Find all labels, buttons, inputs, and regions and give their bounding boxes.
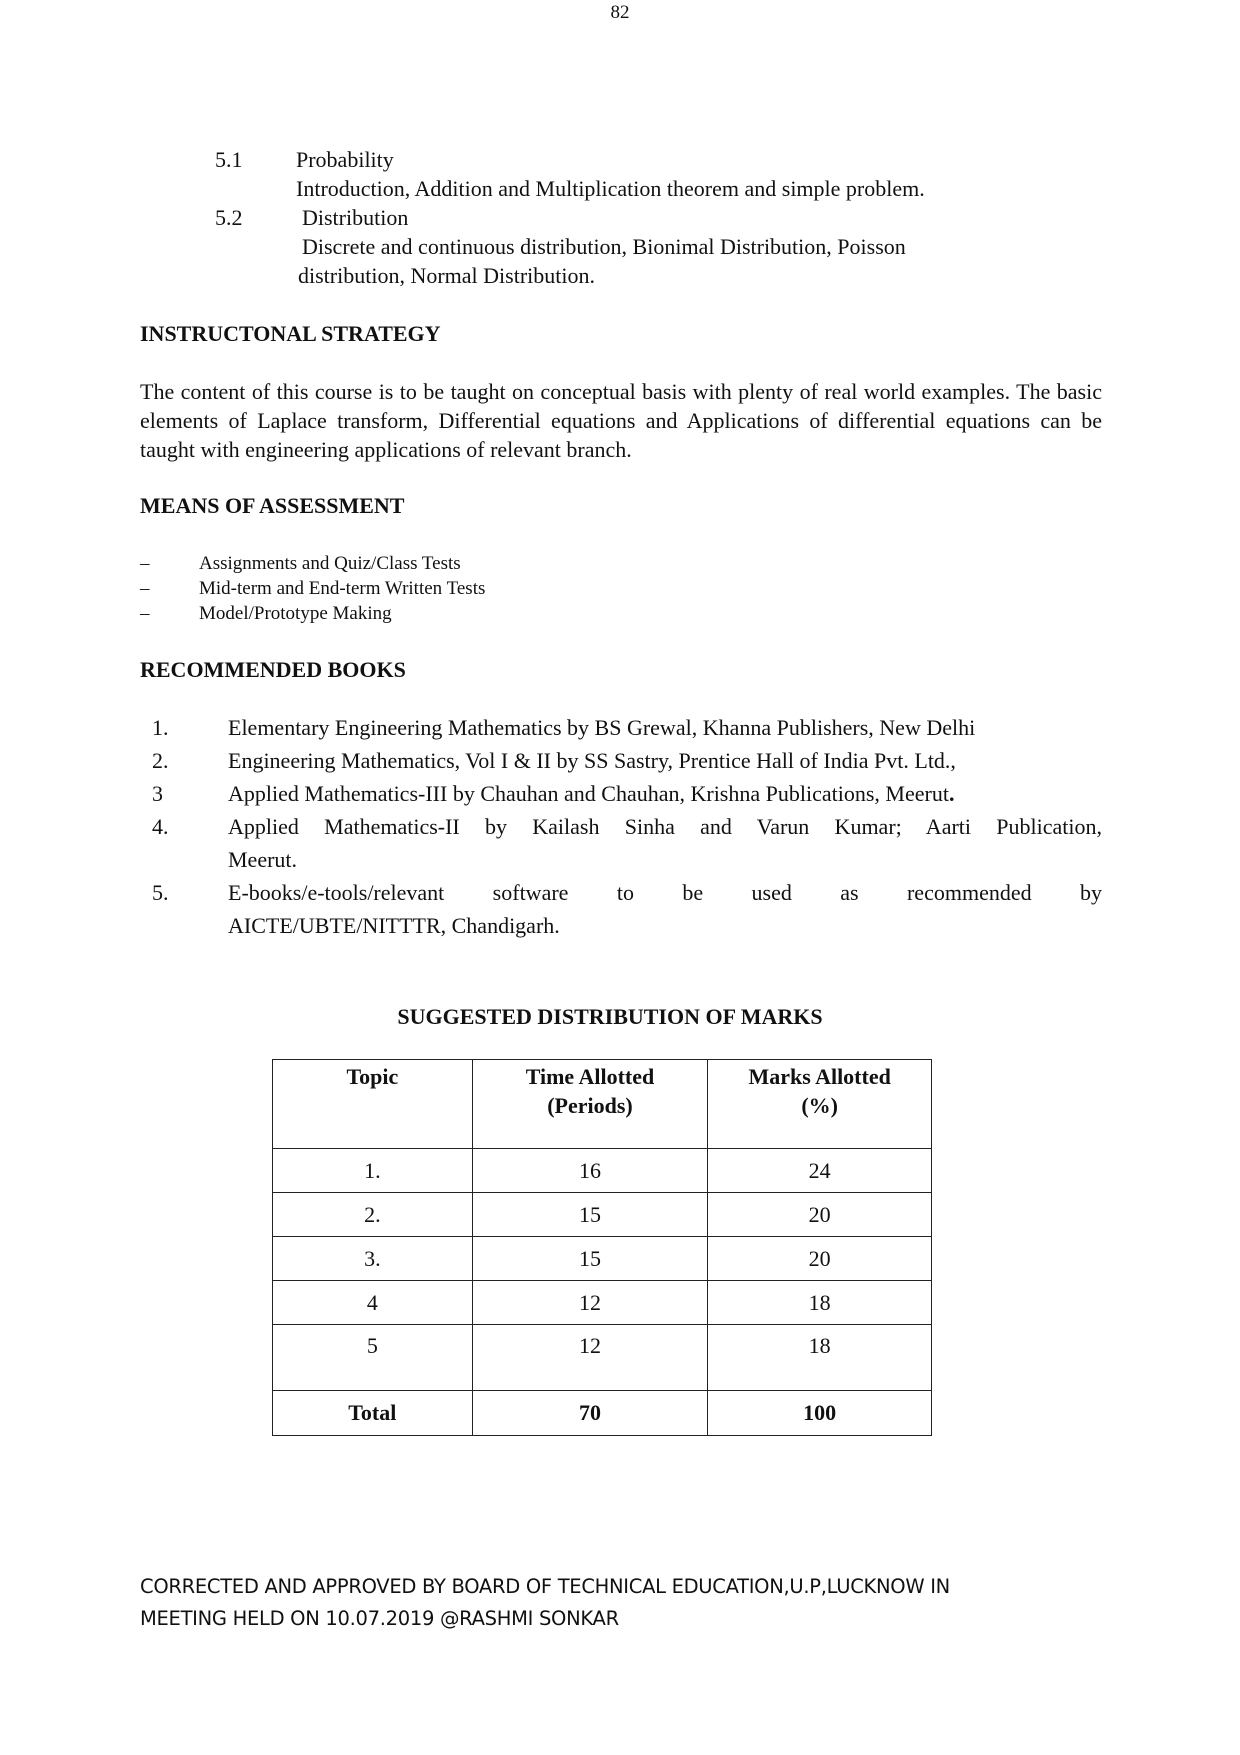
assessment-item: Model/Prototype Making <box>199 603 392 624</box>
list-item <box>152 777 1102 810</box>
cell-periods: 16 <box>472 1149 708 1193</box>
cell-total-marks: 100 <box>708 1391 932 1436</box>
book-text-period: . <box>948 781 955 806</box>
book-text: Applied Mathematics-III by Chauhan and Chauhan, Krishna Publications, Meerut <box>228 781 949 806</box>
header-marks-allotted: Marks Allotted (%) <box>708 1060 932 1149</box>
bullet-dash: – <box>140 578 150 599</box>
book-text-line: AICTE/UBTE/NITTTR, Chandigarh. <box>228 913 560 938</box>
cell-periods: 15 <box>472 1193 708 1237</box>
book-text-container <box>228 876 1102 942</box>
cell-periods: 15 <box>472 1237 708 1281</box>
list-item <box>140 551 485 576</box>
book-number: 3 <box>152 781 163 806</box>
marks-table-title: SUGGESTED DISTRIBUTION OF MARKS <box>397 1004 823 1029</box>
list-item <box>152 711 1102 744</box>
table-header-row <box>273 1060 932 1149</box>
book-number: 4. <box>152 814 169 839</box>
page-number: 82 <box>610 2 630 23</box>
book-text-container <box>228 777 1102 810</box>
table-row <box>273 1149 932 1193</box>
section-number: 5.1 <box>215 147 243 172</box>
cell-topic: 1. <box>273 1149 473 1193</box>
table-row <box>273 1193 932 1237</box>
table-total-row <box>273 1391 932 1436</box>
list-item <box>152 876 1102 942</box>
list-item <box>140 576 485 601</box>
cell-topic: 2. <box>273 1193 473 1237</box>
cell-topic: 5 <box>273 1325 473 1391</box>
book-text-line: Applied Mathematics-II by Kailash Sinha and Varun Kumar; Aarti Publication, <box>228 814 1102 839</box>
instructional-strategy-heading: INSTRUCTONAL STRATEGY <box>140 321 441 346</box>
cell-topic: 4 <box>273 1281 473 1325</box>
cell-topic: 3. <box>273 1237 473 1281</box>
cell-marks: 18 <box>708 1281 932 1325</box>
cell-periods: 12 <box>472 1281 708 1325</box>
book-number: 1. <box>152 715 169 740</box>
instructional-strategy-text: The content of this course is to be taught on conceptual basis with plenty of real world examples. The basic elements of Laplace transform, Differential equations and Applications of differential equations can be taught with engineering applications of relevant branch. <box>140 379 1102 462</box>
table-row <box>273 1237 932 1281</box>
books-list <box>152 711 1102 942</box>
list-item <box>152 810 1102 876</box>
table-row <box>273 1281 932 1325</box>
book-text: Elementary Engineering Mathematics by BS Grewal, Khanna Publishers, New Delhi <box>228 715 976 740</box>
assessment-item: Mid-term and End-term Written Tests <box>199 578 486 599</box>
assessment-item: Assignments and Quiz/Class Tests <box>199 553 461 574</box>
book-number: 2. <box>152 748 169 773</box>
section-description: Introduction, Addition and Multiplication theorem and simple problem. <box>296 176 925 201</box>
table-row <box>273 1325 932 1391</box>
assessment-list <box>140 551 485 626</box>
bullet-dash: – <box>140 553 150 574</box>
cell-periods: 12 <box>472 1325 708 1391</box>
book-text: Engineering Mathematics, Vol I & II by SS Sastry, Prentice Hall of India Pvt. Ltd., <box>228 748 956 773</box>
cell-marks: 18 <box>708 1325 932 1391</box>
section-title: Probability <box>296 147 394 172</box>
footer-line: CORRECTED AND APPROVED BY BOARD OF TECHNICAL EDUCATION,U.P,LUCKNOW IN <box>140 1575 950 1598</box>
cell-total-periods: 70 <box>472 1391 708 1436</box>
section-description: distribution, Normal Distribution. <box>298 263 595 288</box>
list-item <box>140 601 485 626</box>
footer-line: MEETING HELD ON 10.07.2019 @RASHMI SONKAR <box>140 1607 619 1630</box>
cell-total-label: Total <box>273 1391 473 1436</box>
recommended-books-heading: RECOMMENDED BOOKS <box>140 657 406 682</box>
cell-marks: 20 <box>708 1237 932 1281</box>
book-text-line: E-books/e-tools/relevant software to be used as recommended by <box>228 880 1102 905</box>
header-topic: Topic <box>273 1060 473 1149</box>
section-number: 5.2 <box>215 205 243 230</box>
assessment-heading: MEANS OF ASSESSMENT <box>140 493 405 518</box>
section-title: Distribution <box>302 205 409 230</box>
cell-marks: 20 <box>708 1193 932 1237</box>
marks-distribution-table <box>272 1059 932 1436</box>
list-item <box>152 744 1102 777</box>
section-description: Discrete and continuous distribution, Bionimal Distribution, Poisson <box>302 234 906 259</box>
header-time-allotted: Time Allotted (Periods) <box>472 1060 708 1149</box>
book-number: 5. <box>152 880 169 905</box>
bullet-dash: – <box>140 603 150 624</box>
footer-approval-note <box>140 1571 950 1635</box>
book-text-line: Meerut. <box>228 847 298 872</box>
book-text-container <box>228 810 1102 876</box>
cell-marks: 24 <box>708 1149 932 1193</box>
